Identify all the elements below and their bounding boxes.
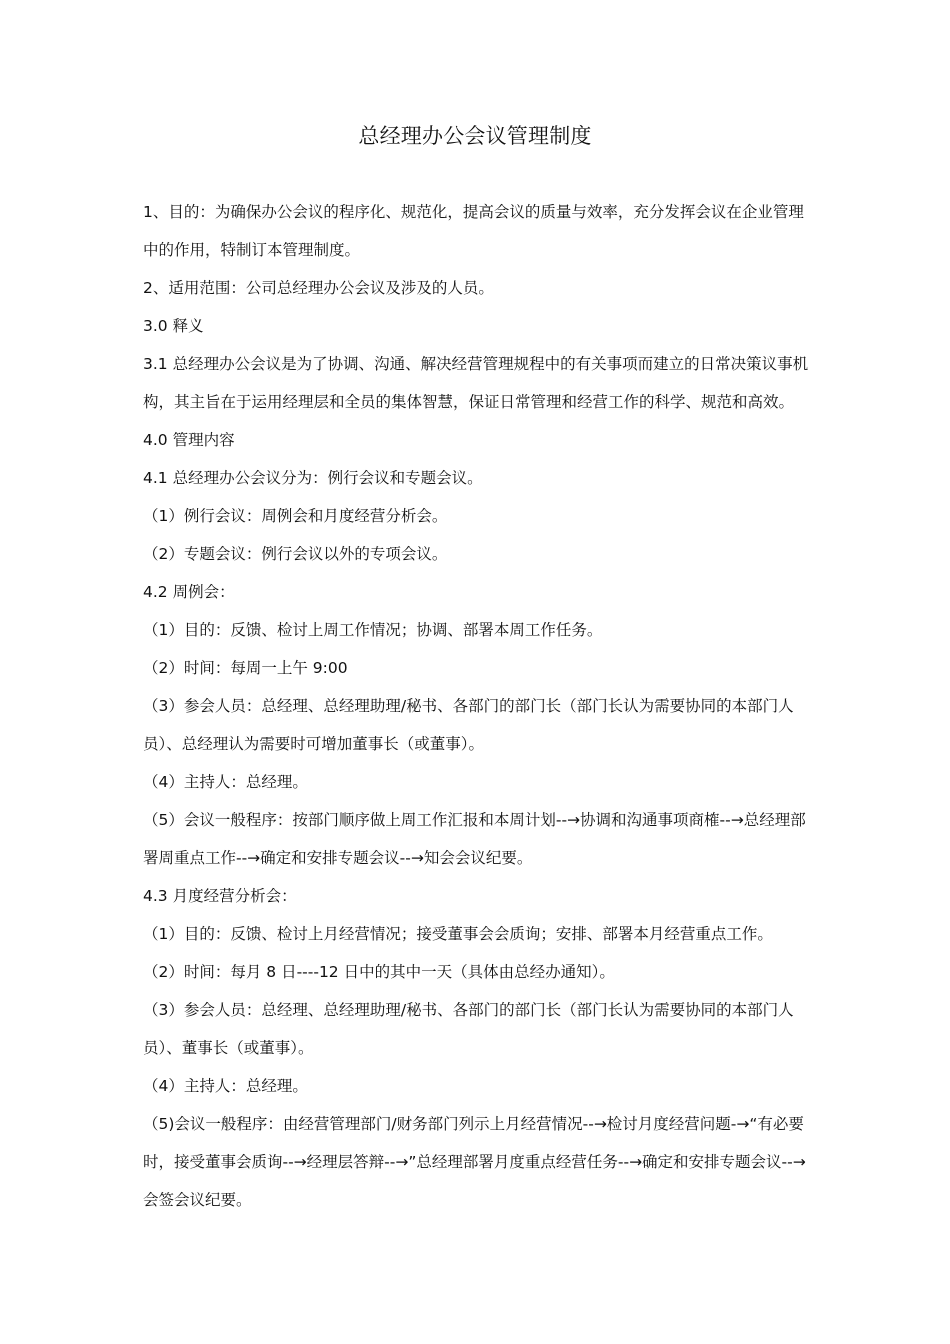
paragraph-weekly-purpose: （1）目的：反馈、检讨上周工作情况；协调、部署本周工作任务。 [143,621,603,639]
paragraph-monthly-attendees: （3）参会人员：总经理、总经理助理/秘书、各部门的部门长（部门长认为需要协同的本部门人员）、董事长（或董事）。 [143,1001,794,1057]
paragraph-purpose: 1、目的：为确保办公会议的程序化、规范化，提高会议的质量与效率，充分发挥会议在企业管理中的作用，特制订本管理制度。 [143,203,804,259]
section-heading-monthly: 4.3 月度经营分析会： [143,887,297,905]
paragraph-special-meeting: （2）专题会议：例行会议以外的专项会议。 [143,545,448,563]
paragraph-monthly-time: （2）时间：每月 8 日----12 日中的其中一天（具体由总经办通知）。 [143,963,615,981]
paragraph-weekly-attendees: （3）参会人员：总经理、总经理助理/秘书、各部门的部门长（部门长认为需要协同的本部门人员）、总经理认为需要时可增加董事长（或董事）。 [143,697,794,753]
paragraph-weekly-procedure: （5）会议一般程序：按部门顺序做上周工作汇报和本周计划--→协调和沟通事项商榷--→总经理部署周重点工作--→确定和安排专题会议--→知会会议纪要。 [143,811,806,867]
paragraph-weekly-time: （2）时间：每周一上午 9:00 [143,659,348,677]
section-heading-definition: 3.0 释义 [143,317,204,335]
document-body [143,193,810,1219]
paragraph-regular-meeting: （1）例行会议：周例会和月度经营分析会。 [143,507,448,525]
paragraph-scope: 2、适用范围：公司总经理办公会议及涉及的人员。 [143,279,494,297]
paragraph-monthly-procedure: （5)会议一般程序：由经营管理部门/财务部门列示上月经营情况--→检讨月度经营问题-→“有必要时，接受董事会质询--→经理层答辩--→”总经理部署月度重点经营任务--→确定和安排专题会议--→会签会议纪要。 [143,1115,806,1209]
document-title: 总经理办公会议管理制度 [358,124,592,148]
section-heading-management: 4.0 管理内容 [143,431,235,449]
paragraph-monthly-host: （4）主持人：总经理。 [143,1077,308,1095]
paragraph-definition: 3.1 总经理办公会议是为了协调、沟通、解决经营管理规程中的有关事项而建立的日常决策议事机构，其主旨在于运用经理层和全员的集体智慧，保证日常管理和经营工作的科学、规范和高效。 [143,355,809,411]
paragraph-weekly-host: （4）主持人：总经理。 [143,773,308,791]
section-heading-weekly: 4.2 周例会： [143,583,235,601]
paragraph-meeting-types: 4.1 总经理办公会议分为：例行会议和专题会议。 [143,469,483,487]
paragraph-monthly-purpose: （1）目的：反馈、检讨上月经营情况；接受董事会会质询；安排、部署本月经营重点工作。 [143,925,773,943]
